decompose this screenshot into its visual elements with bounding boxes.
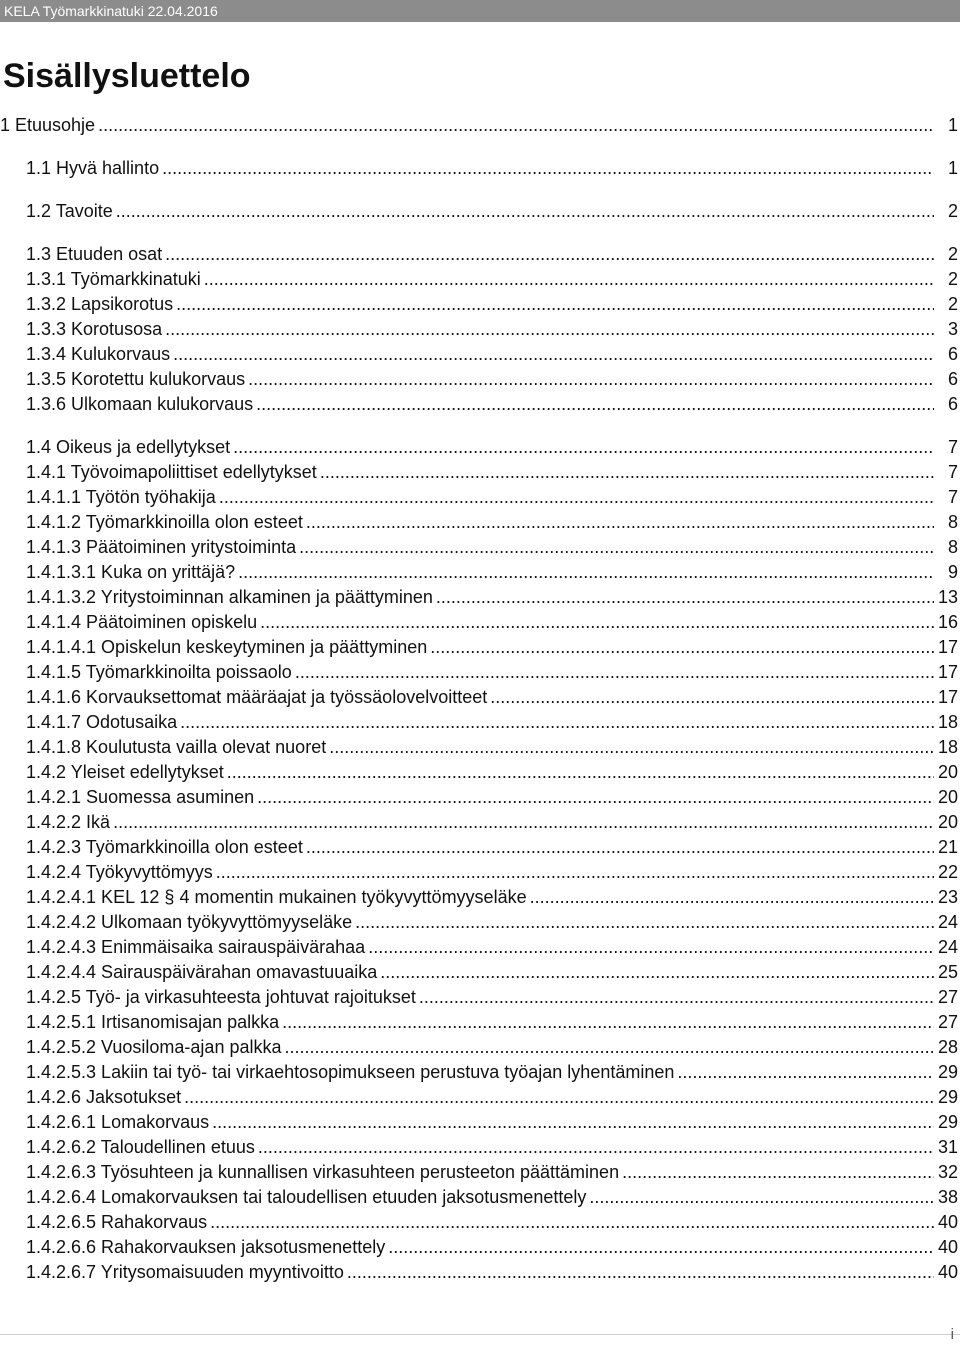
toc-entry-label: 1.4.1.2 Työmarkkinoilla olon esteet: [26, 512, 303, 532]
toc-entry-label: 1.4.1.3.1 Kuka on yrittäjä?: [26, 562, 236, 582]
toc-leader-dots: [256, 392, 934, 416]
toc-leader-dots: [176, 292, 934, 316]
toc-entry-label: 1.4.1.3.2 Yritystoiminnan alkaminen ja päättyminen: [26, 587, 433, 607]
toc-entry-label: 1.4.2.6 Jaksotukset: [26, 1087, 182, 1107]
toc-entry[interactable]: [26, 1060, 958, 1084]
toc-entry[interactable]: [26, 367, 958, 391]
toc-entry-label: 1.4.2.6.6 Rahakorvauksen jaksotusmenettely: [26, 1237, 386, 1257]
toc-leader-dots: [299, 535, 934, 559]
toc-leader-dots: [258, 1135, 934, 1159]
toc-leader-dots: [430, 635, 934, 659]
toc-entry[interactable]: [26, 1260, 958, 1284]
toc-entry[interactable]: [26, 1235, 958, 1259]
toc-entry[interactable]: [26, 560, 958, 584]
toc-entry[interactable]: [26, 660, 958, 684]
toc-entry-label: 1.3.1 Työmarkkinatuki: [26, 269, 201, 289]
toc-entry-label: 1.3.4 Kulukorvaus: [26, 344, 171, 364]
toc-entry[interactable]: [26, 1035, 958, 1059]
toc-entry[interactable]: [26, 760, 958, 784]
toc-leader-dots: [227, 760, 934, 784]
toc-entry[interactable]: [26, 267, 958, 291]
toc-entry[interactable]: [26, 985, 958, 1009]
toc-leader-dots: [380, 960, 934, 984]
toc-leader-dots: [98, 113, 934, 137]
toc-leader-dots: [355, 910, 934, 934]
toc-leader-dots: [295, 660, 934, 684]
toc-entry[interactable]: [26, 1135, 958, 1159]
toc-entry-page: 17: [938, 662, 959, 682]
toc-entry-page: 28: [938, 1037, 959, 1057]
toc-entry[interactable]: [26, 860, 958, 884]
footer-divider: [0, 1334, 960, 1335]
toc-entry-label: 1.3.2 Lapsikorotus: [26, 294, 174, 314]
toc-entry[interactable]: [26, 785, 958, 809]
toc-entry-page: 3: [947, 319, 958, 339]
toc-entry-page: 29: [938, 1087, 959, 1107]
toc-entry-label: 1.4.2.6.1 Lomakorvaus: [26, 1112, 210, 1132]
toc-entry[interactable]: [26, 199, 958, 223]
toc-entry[interactable]: [26, 535, 958, 559]
toc-entry[interactable]: [26, 635, 958, 659]
toc-entry-page: 2: [947, 269, 958, 289]
toc-entry[interactable]: [26, 585, 958, 609]
toc-entry[interactable]: [26, 242, 958, 266]
toc-entry-label: 1.4.2.4.3 Enimmäisaika sairauspäivärahaa: [26, 937, 366, 957]
toc-leader-dots: [180, 710, 934, 734]
toc-entry-label: 1.4.2.6.3 Työsuhteen ja kunnallisen virkasuhteen perusteeton päättäminen: [26, 1162, 620, 1182]
toc-entry-label: 1.4.2 Yleiset edellytykset: [26, 762, 224, 782]
toc-entry[interactable]: [26, 685, 958, 709]
toc-entry-page: 31: [938, 1137, 959, 1157]
toc-entry-page: 25: [938, 962, 959, 982]
page-title: Sisällysluettelo: [3, 57, 251, 95]
toc-entry[interactable]: [26, 485, 958, 509]
toc-entry-page: 20: [938, 812, 959, 832]
toc-entry-page: 27: [938, 987, 959, 1007]
toc-entry-label: 1.4.2.6.4 Lomakorvauksen tai taloudellisen etuuden jaksotusmenettely: [26, 1187, 587, 1207]
toc-entry-label: 1.3.3 Korotusosa: [26, 319, 163, 339]
toc-entry-label: 1.4.2.3 Työmarkkinoilla olon esteet: [26, 837, 303, 857]
toc-leader-dots: [282, 1010, 934, 1034]
toc-entry[interactable]: [26, 610, 958, 634]
toc-entry-label: 1 Etuusohje: [0, 115, 96, 135]
toc-entry-label: 1.4.2.5 Työ- ja virkasuhteesta johtuvat rajoitukset: [26, 987, 416, 1007]
toc-entry-label: 1.4.1.7 Odotusaika: [26, 712, 178, 732]
toc-entry-page: 7: [947, 462, 958, 482]
toc-entry-page: 16: [938, 612, 959, 632]
toc-entry-page: 2: [947, 244, 958, 264]
toc-entry-label: 1.4.1.4 Päätoiminen opiskelu: [26, 612, 258, 632]
toc-entry-page: 29: [938, 1062, 959, 1082]
toc-entry[interactable]: [26, 1085, 958, 1109]
toc-leader-dots: [116, 199, 934, 223]
toc-entry-label: 1.4 Oikeus ja edellytykset: [26, 437, 231, 457]
toc-entry-page: 40: [938, 1212, 959, 1232]
toc-entry-page: 8: [947, 512, 958, 532]
toc-leader-dots: [347, 1260, 934, 1284]
toc-entry-label: 1.3 Etuuden osat: [26, 244, 163, 264]
toc-leader-dots: [436, 585, 934, 609]
toc-entry[interactable]: [26, 1010, 958, 1034]
toc-entry-page: 24: [938, 937, 959, 957]
toc-entry[interactable]: [26, 1185, 958, 1209]
toc-leader-dots: [162, 156, 934, 180]
toc-leader-dots: [216, 860, 934, 884]
toc-entry[interactable]: [26, 392, 958, 416]
toc-entry-page: 32: [938, 1162, 959, 1182]
toc-entry-page: 40: [938, 1262, 959, 1282]
toc-entry-page: 21: [938, 837, 959, 857]
toc-leader-dots: [530, 885, 934, 909]
toc-entry-label: 1.4.1.1 Työtön työhakija: [26, 487, 216, 507]
toc-entry-label: 1.4.2.5.3 Lakiin tai työ- tai virkaehtosopimukseen perustuva työajan lyhentäminen: [26, 1062, 675, 1082]
toc-entry-page: 17: [938, 637, 959, 657]
toc-entry-label: 1.4.2.5.1 Irtisanomisajan palkka: [26, 1012, 280, 1032]
page-number: i: [950, 1326, 954, 1343]
toc-entry-label: 1.4.2.1 Suomessa asuminen: [26, 787, 255, 807]
toc-entry-page: 8: [947, 537, 958, 557]
toc-entry[interactable]: [26, 960, 958, 984]
toc-entry-page: 17: [938, 687, 959, 707]
toc-entry-page: 20: [938, 762, 959, 782]
toc-entry-label: 1.4.2.4.4 Sairauspäivärahan omavastuuaika: [26, 962, 378, 982]
toc-leader-dots: [260, 610, 934, 634]
toc-leader-dots: [622, 1160, 934, 1184]
toc-leader-dots: [184, 1085, 934, 1109]
toc-leader-dots: [329, 735, 934, 759]
toc-entry-page: 2: [947, 294, 958, 314]
toc-leader-dots: [173, 342, 934, 366]
toc-entry-page: 1: [947, 158, 958, 178]
toc-entry[interactable]: [26, 1210, 958, 1234]
toc-entry-label: 1.2 Tavoite: [26, 201, 113, 221]
toc-entry-label: 1.4.1.6 Korvauksettomat määräajat ja työssäolovelvoitteet: [26, 687, 488, 707]
toc-entry-label: 1.4.2.2 Ikä: [26, 812, 111, 832]
toc-leader-dots: [306, 835, 934, 859]
toc-entry-page: 23: [938, 887, 959, 907]
toc-entry-label: 1.4.1.4.1 Opiskelun keskeytyminen ja päättyminen: [26, 637, 428, 657]
toc-entry-page: 7: [947, 437, 958, 457]
toc-entry-page: 2: [947, 201, 958, 221]
toc-leader-dots: [204, 267, 934, 291]
toc-entry-label: 1.3.5 Korotettu kulukorvaus: [26, 369, 246, 389]
toc-entry[interactable]: [26, 156, 958, 180]
toc-entry[interactable]: [26, 735, 958, 759]
toc-entry-label: 1.4.1 Työvoimapoliittiset edellytykset: [26, 462, 317, 482]
toc-leader-dots: [257, 785, 934, 809]
toc-entry-label: 1.4.2.6.2 Taloudellinen etuus: [26, 1137, 255, 1157]
toc-entry[interactable]: [26, 710, 958, 734]
toc-entry[interactable]: [26, 435, 958, 459]
toc-entry[interactable]: [26, 460, 958, 484]
toc-leader-dots: [320, 460, 934, 484]
toc-entry-label: 1.1 Hyvä hallinto: [26, 158, 160, 178]
toc-entry[interactable]: [26, 810, 958, 834]
header-text: KELA Työmarkkinatuki 22.04.2016: [4, 3, 218, 19]
toc-entry-label: 1.4.1.3 Päätoiminen yritystoiminta: [26, 537, 297, 557]
toc-leader-dots: [210, 1210, 934, 1234]
toc-leader-dots: [589, 1185, 934, 1209]
toc-entry-page: 13: [938, 587, 959, 607]
toc-entry-page: 6: [947, 344, 958, 364]
toc-entry-page: 18: [938, 737, 959, 757]
toc-entry-page: 7: [947, 487, 958, 507]
toc-leader-dots: [212, 1110, 934, 1134]
toc-entry-page: 18: [938, 712, 959, 732]
toc-leader-dots: [490, 685, 934, 709]
toc-entry-page: 24: [938, 912, 959, 932]
document-header: [0, 0, 960, 22]
toc-entry[interactable]: [26, 885, 958, 909]
toc-entry[interactable]: [26, 292, 958, 316]
toc-entry[interactable]: [26, 910, 958, 934]
toc-entry-label: 1.4.2.5.2 Vuosiloma-ajan palkka: [26, 1037, 282, 1057]
toc-entry[interactable]: [26, 1110, 958, 1134]
toc-entry-page: 1: [947, 115, 958, 135]
toc-entry-label: 1.4.2.6.5 Rahakorvaus: [26, 1212, 208, 1232]
toc-entry-page: 22: [938, 862, 959, 882]
toc-leader-dots: [248, 367, 934, 391]
toc-entry-page: 27: [938, 1012, 959, 1032]
toc-entry-label: 1.4.1.5 Työmarkkinoilta poissaolo: [26, 662, 292, 682]
toc-leader-dots: [113, 810, 934, 834]
toc-entry[interactable]: [26, 835, 958, 859]
toc-leader-dots: [238, 560, 934, 584]
toc-entry-page: 38: [938, 1187, 959, 1207]
toc-entry-label: 1.3.6 Ulkomaan kulukorvaus: [26, 394, 254, 414]
toc-entry-page: 40: [938, 1237, 959, 1257]
toc-entry-label: 1.4.1.8 Koulutusta vailla olevat nuoret: [26, 737, 327, 757]
toc-leader-dots: [219, 485, 934, 509]
toc-entry-page: 6: [947, 369, 958, 389]
toc-leader-dots: [233, 435, 934, 459]
toc-entry-page: 6: [947, 394, 958, 414]
toc-entry-label: 1.4.2.6.7 Yritysomaisuuden myyntivoitto: [26, 1262, 344, 1282]
toc-entry[interactable]: [26, 510, 958, 534]
toc-leader-dots: [388, 1235, 934, 1259]
toc-entry-label: 1.4.2.4.1 KEL 12 § 4 momentin mukainen työkyvyttömyyseläke: [26, 887, 527, 907]
toc-entry-label: 1.4.2.4 Työkyvyttömyys: [26, 862, 213, 882]
toc-entry-page: 9: [947, 562, 958, 582]
toc-entry[interactable]: [26, 1160, 958, 1184]
toc-entry-page: 29: [938, 1112, 959, 1132]
toc-leader-dots: [677, 1060, 934, 1084]
toc-leader-dots: [165, 317, 934, 341]
toc-leader-dots: [285, 1035, 935, 1059]
toc-entry[interactable]: [26, 935, 958, 959]
toc-leader-dots: [306, 510, 934, 534]
toc-entry-page: 20: [938, 787, 959, 807]
toc-entry[interactable]: [0, 113, 958, 137]
toc-leader-dots: [165, 242, 934, 266]
toc-entry[interactable]: [26, 317, 958, 341]
toc-entry-label: 1.4.2.4.2 Ulkomaan työkyvyttömyyseläke: [26, 912, 353, 932]
toc-leader-dots: [419, 985, 934, 1009]
toc-entry[interactable]: [26, 342, 958, 366]
toc-leader-dots: [368, 935, 934, 959]
